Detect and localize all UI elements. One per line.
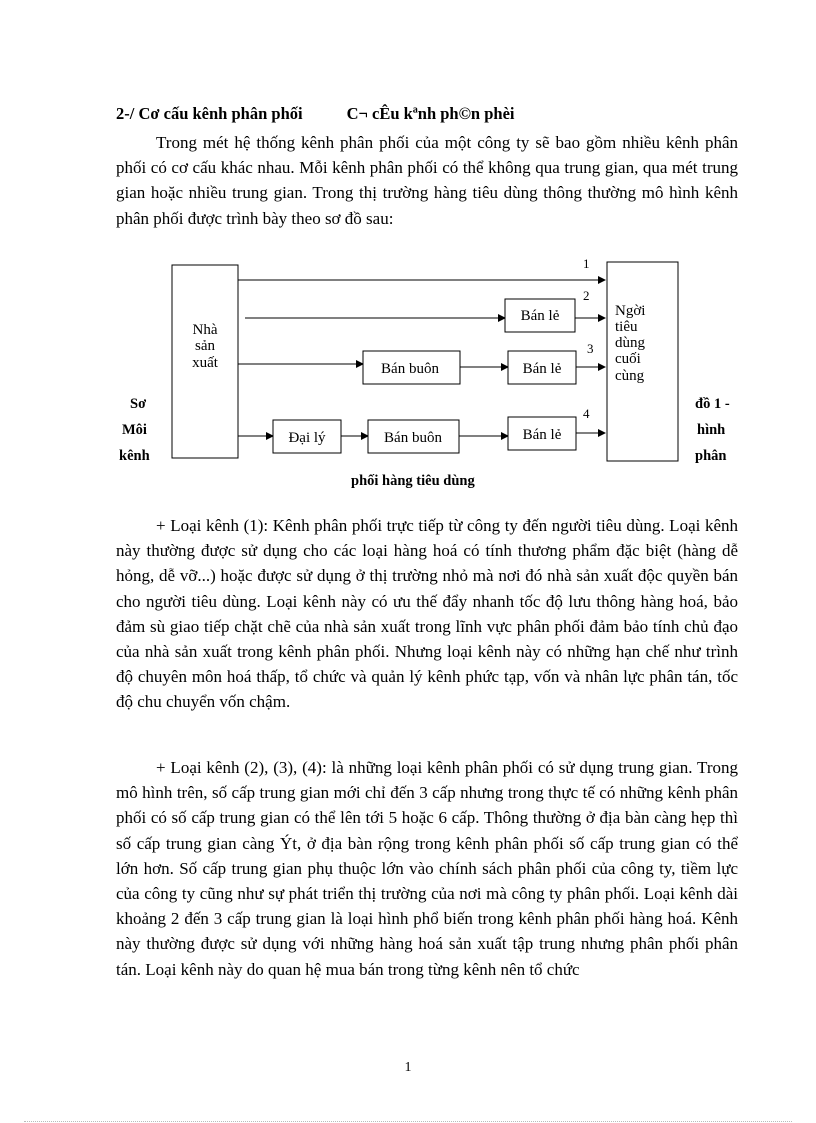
channel-number-4: 4: [583, 406, 590, 421]
page-number: 1: [404, 1060, 412, 1075]
channel-number-2: 2: [583, 288, 590, 303]
producer-label-2: sản: [195, 338, 215, 354]
producer-label-3: xuất: [192, 355, 218, 371]
caption-left-1: Sơ: [130, 396, 147, 412]
channel-number-3: 3: [587, 341, 594, 356]
paragraph-channel-2-4: + Loại kênh (2), (3), (4): là những loại kênh phân phối có sử dụng trung gian. Trong mô hình trên, số cấp trung gian mới chỉ đến 3 cấp nhưng trong thực tế có những kênh phân phối có số cấp trung gian có thể lên tới 5 hoặc 6 cấp. Thông thường ở địa bàn càng hẹp thì số cấp trung gian càng Ýt, ở địa bàn rộng trong kênh phân phối số cấp trung gian có thể lớn hơn. Số cấp trung gian phụ thuộc lớn vào chính sách phân phối của công ty, tiềm lực của công ty cũng như sự phát triển thị trường của nơi mà công ty phân phối. Loại kênh dài khoảng 2 đến 3 cấp trung gian là loại hình phổ biến trong kênh phân phối hàng hoá. Kênh này thường được sử dụng với những hàng hoá sản xuất tập trung nhưng phân phối phân tán. Loại kênh này do quan hệ mua bán trong từng kênh nên tổ chức: [116, 758, 738, 979]
section-title: 2-/ Cơ cấu kênh phân phối: [116, 104, 303, 123]
section-heading: [116, 104, 515, 124]
caption-left-2: Môi: [122, 422, 147, 438]
retail-label-2: Bán lẻ: [520, 308, 560, 324]
caption-left-3: kênh: [119, 448, 150, 464]
channel-number-1: 1: [583, 256, 590, 271]
wholesale-label-4: Bán buôn: [384, 430, 442, 446]
caption-bottom: phối hàng tiêu dùng: [351, 473, 475, 489]
retail-label-3: Bán lẻ: [522, 361, 562, 377]
consumer-label-2: tiêu: [615, 319, 638, 335]
consumer-label-3: dùng: [615, 335, 645, 351]
section-title-garbled: C¬ cÊu kªnh ph©n phèi: [346, 104, 515, 123]
caption-right-1: đồ 1 -: [695, 396, 730, 412]
retail-label-4: Bán lẻ: [522, 427, 562, 443]
consumer-label-4: cuối: [615, 351, 641, 367]
agent-label: Đại lý: [288, 430, 326, 446]
caption-right-2: hình: [697, 422, 726, 438]
footer-divider: [24, 1121, 792, 1122]
consumer-label-1: Ngời: [615, 303, 646, 319]
paragraph-intro: Trong mét hệ thống kênh phân phối của một công ty sẽ bao gồm nhiều kênh phân phối có cơ cấu khác nhau. Mỗi kênh phân phối có thể không qua trung gian, qua mét trung gian hoặc nhiều trung gian. Trong thị trường hàng tiêu dùng thông thường mô hình kênh phân phối được trình bày theo sơ đồ sau:: [116, 133, 738, 228]
consumer-label-5: cùng: [615, 368, 645, 384]
caption-right-3: phân: [695, 448, 727, 464]
producer-label-1: Nhà: [192, 322, 218, 338]
paragraph-channel-1: + Loại kênh (1): Kênh phân phối trực tiếp từ công ty đến người tiêu dùng. Loại kênh này thường được sử dụng cho các loại hàng hoá có tính thương phẩm đặc biệt (hàng dễ hỏng, dễ vỡ...) hoặc được sử dụng ở thị trường nhỏ mà nơi đó nhà sản xuất độc quyền bán cho người tiêu dùng. Loại kênh này có ưu thế đẩy nhanh tốc độ lưu thông hàng hoá, bảo đảm sù giao tiếp chặt chẽ của nhà sản xuất trong lĩnh vực phân phối đảm bảo tính chủ đạo của nhà sản xuất trong kênh phân phối. Nhưng loại kênh này có những hạn chế như trình độ chuyên môn hoá thấp, tổ chức và quản lý kênh phức tạp, vốn và nhân lực phân tán, tốc độ chu chuyển vốn chậm.: [116, 516, 738, 712]
wholesale-label-3: Bán buôn: [381, 361, 439, 377]
